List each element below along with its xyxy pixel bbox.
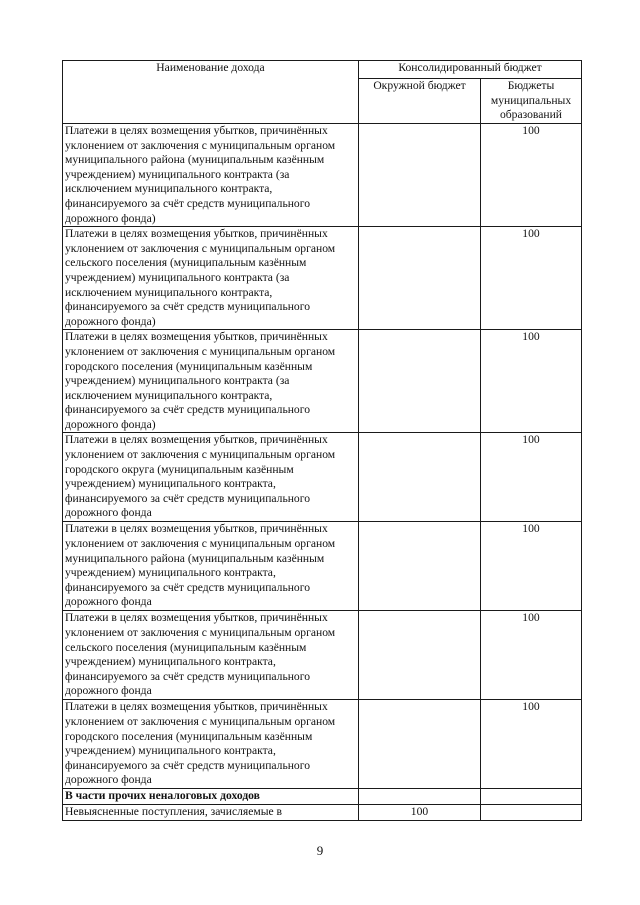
- header-district-budget: Окружной бюджет: [359, 79, 481, 124]
- section-row: [63, 789, 582, 805]
- income-table: [62, 60, 582, 821]
- district-cell: [359, 433, 481, 522]
- municipal-cell: [481, 805, 582, 821]
- header-consolidated-budget: Консолидированный бюджет: [359, 61, 582, 79]
- page-number: 9: [316, 843, 324, 858]
- table-row: [63, 227, 582, 330]
- municipal-cell: 100: [481, 700, 582, 789]
- district-cell: [359, 611, 481, 700]
- income-name-cell: Платежи в целях возмещения убытков, причинённых уклонением от заключения с муниципальным органом сельского поселения (муниципальным казённым учреждением) муниципального контракта (за исключением муниципального контракта, финансируемого за счёт средств муниципального дорожного фонда): [63, 227, 359, 330]
- table-row: [63, 124, 582, 227]
- income-name-cell: Платежи в целях возмещения убытков, причинённых уклонением от заключения с муниципальным органом городского поселения (муниципальным казённым учреждением) муниципального контракта (за исключением муниципального контракта, финансируемого за счёт средств муниципального дорожного фонда): [63, 330, 359, 433]
- table-row: [63, 522, 582, 611]
- table-row: [63, 805, 582, 821]
- table-row: [63, 433, 582, 522]
- income-name-cell: Невыясненные поступления, зачисляемые в: [63, 805, 359, 821]
- district-cell: [359, 522, 481, 611]
- municipal-cell: [481, 789, 582, 805]
- district-cell: [359, 124, 481, 227]
- income-name-cell: Платежи в целях возмещения убытков, причинённых уклонением от заключения с муниципальным органом муниципального района (муниципальным казённым учреждением) муниципального контракта, финансируемого за счёт средств муниципального дорожного фонда: [63, 522, 359, 611]
- table-row: [63, 330, 582, 433]
- district-cell: [359, 227, 481, 330]
- income-name-cell: Платежи в целях возмещения убытков, причинённых уклонением от заключения с муниципальным органом городского поселения (муниципальным казённым учреждением) муниципального контракта, финансируемого за счёт средств муниципального дорожного фонда: [63, 700, 359, 789]
- district-cell: [359, 330, 481, 433]
- income-name-cell: Платежи в целях возмещения убытков, причинённых уклонением от заключения с муниципальным органом городского округа (муниципальным казённым учреждением) муниципального контракта, финансируемого за счёт средств муниципального дорожного фонда: [63, 433, 359, 522]
- municipal-cell: 100: [481, 433, 582, 522]
- header-municipal-budgets: Бюджеты муниципальных образований: [481, 79, 582, 124]
- municipal-cell: 100: [481, 227, 582, 330]
- district-cell: 100: [359, 805, 481, 821]
- header-income-name: Наименование дохода: [63, 61, 359, 124]
- table-row: [63, 700, 582, 789]
- income-name-cell: Платежи в целях возмещения убытков, причинённых уклонением от заключения с муниципальным органом муниципального района (муниципальным казённым учреждением) муниципального контракта (за исключением муниципального контракта, финансируемого за счёт средств муниципального дорожного фонда): [63, 124, 359, 227]
- municipal-cell: 100: [481, 330, 582, 433]
- municipal-cell: 100: [481, 611, 582, 700]
- municipal-cell: 100: [481, 124, 582, 227]
- district-cell: [359, 700, 481, 789]
- table-row: [63, 611, 582, 700]
- municipal-cell: 100: [481, 522, 582, 611]
- district-cell: [359, 789, 481, 805]
- income-name-cell: Платежи в целях возмещения убытков, причинённых уклонением от заключения с муниципальным органом сельского поселения (муниципальным казённым учреждением) муниципального контракта, финансируемого за счёт средств муниципального дорожного фонда: [63, 611, 359, 700]
- section-title: В части прочих неналоговых доходов: [63, 789, 359, 805]
